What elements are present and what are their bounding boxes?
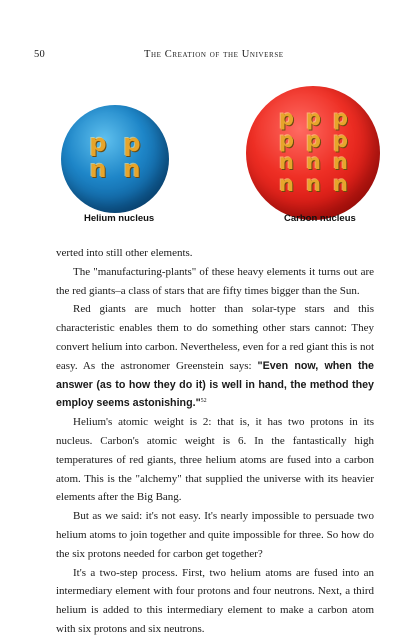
paragraph-5: But as we said: it's not easy. It's nearly impossible to persuade two helium atoms to join together and quite impossible for three. So how do the six protons needed for carbon get together? [56, 510, 374, 560]
helium-nucleus-sphere [61, 105, 169, 213]
running-head: The Creation of the Universe [144, 49, 284, 60]
carbon-proton-glyph: p [278, 128, 295, 152]
carbon-proton-glyph: p [305, 106, 322, 130]
paragraph-3-text: Red giants are much hotter than solar-type stars and this characteristic enables them to do something other stars cannot: They convert helium into carbon. Nevertheless, even for a red giant this is not easy. As the astronomer Greenstein says: [56, 303, 374, 372]
footnote-marker: 52 [200, 398, 207, 405]
carbon-nucleus-sphere [246, 86, 380, 220]
carbon-neutron-glyph: n [333, 172, 348, 196]
carbon-neutron-glyph: n [279, 150, 294, 174]
paragraph-4: Helium's atomic weight is 2: that is, it has two protons in its nucleus. Carbon's atomic weight is 6. In the fantastically high temperatures of red giants, three helium atoms are fused into a carbon atom. This is the "alchemy" that supplied the universe with its heavier elements after the Big Bang. [56, 416, 374, 504]
carbon-proton-glyph: p [278, 106, 295, 130]
page-number: 50 [34, 49, 45, 60]
helium-particle-grid [84, 131, 146, 183]
carbon-neutron-glyph: n [333, 150, 348, 174]
helium-caption: Helium nucleus [84, 213, 155, 224]
carbon-proton-glyph: p [332, 106, 349, 130]
helium-neutron-glyph: n [89, 155, 107, 183]
carbon-neutron-glyph: n [306, 150, 321, 174]
carbon-neutron-glyph: n [279, 172, 294, 196]
carbon-neutron-glyph: n [306, 172, 321, 196]
greenstein-quote: "Even now, when the answer (as to how they do it) is well in hand, the method they employ seems astonishing." [56, 359, 374, 410]
helium-neutron-glyph: n [123, 155, 141, 183]
helium-proton-glyph: p [89, 129, 107, 157]
paragraph-1: verted into still other elements. [56, 247, 193, 259]
carbon-particle-grid [274, 108, 353, 196]
page-header [34, 49, 394, 63]
body-text [56, 244, 374, 639]
carbon-proton-glyph: p [305, 128, 322, 152]
carbon-caption: Carbon nucleus [284, 213, 356, 224]
helium-proton-glyph: p [123, 129, 141, 157]
paragraph-3 [56, 300, 374, 413]
nuclei-illustration [0, 72, 420, 242]
paragraph-2: The "manufacturing-plants" of these heavy elements it turns out are the red giants–a class of stars that are fifty times bigger than the Sun. [56, 265, 374, 297]
carbon-proton-glyph: p [332, 128, 349, 152]
paragraph-6: It's a two-step process. First, two helium atoms are fused into an intermediary element with four protons and four neutrons. Next, a third helium is added to this intermediary element to make a carbon atom with six protons and six neutrons. [56, 566, 374, 635]
